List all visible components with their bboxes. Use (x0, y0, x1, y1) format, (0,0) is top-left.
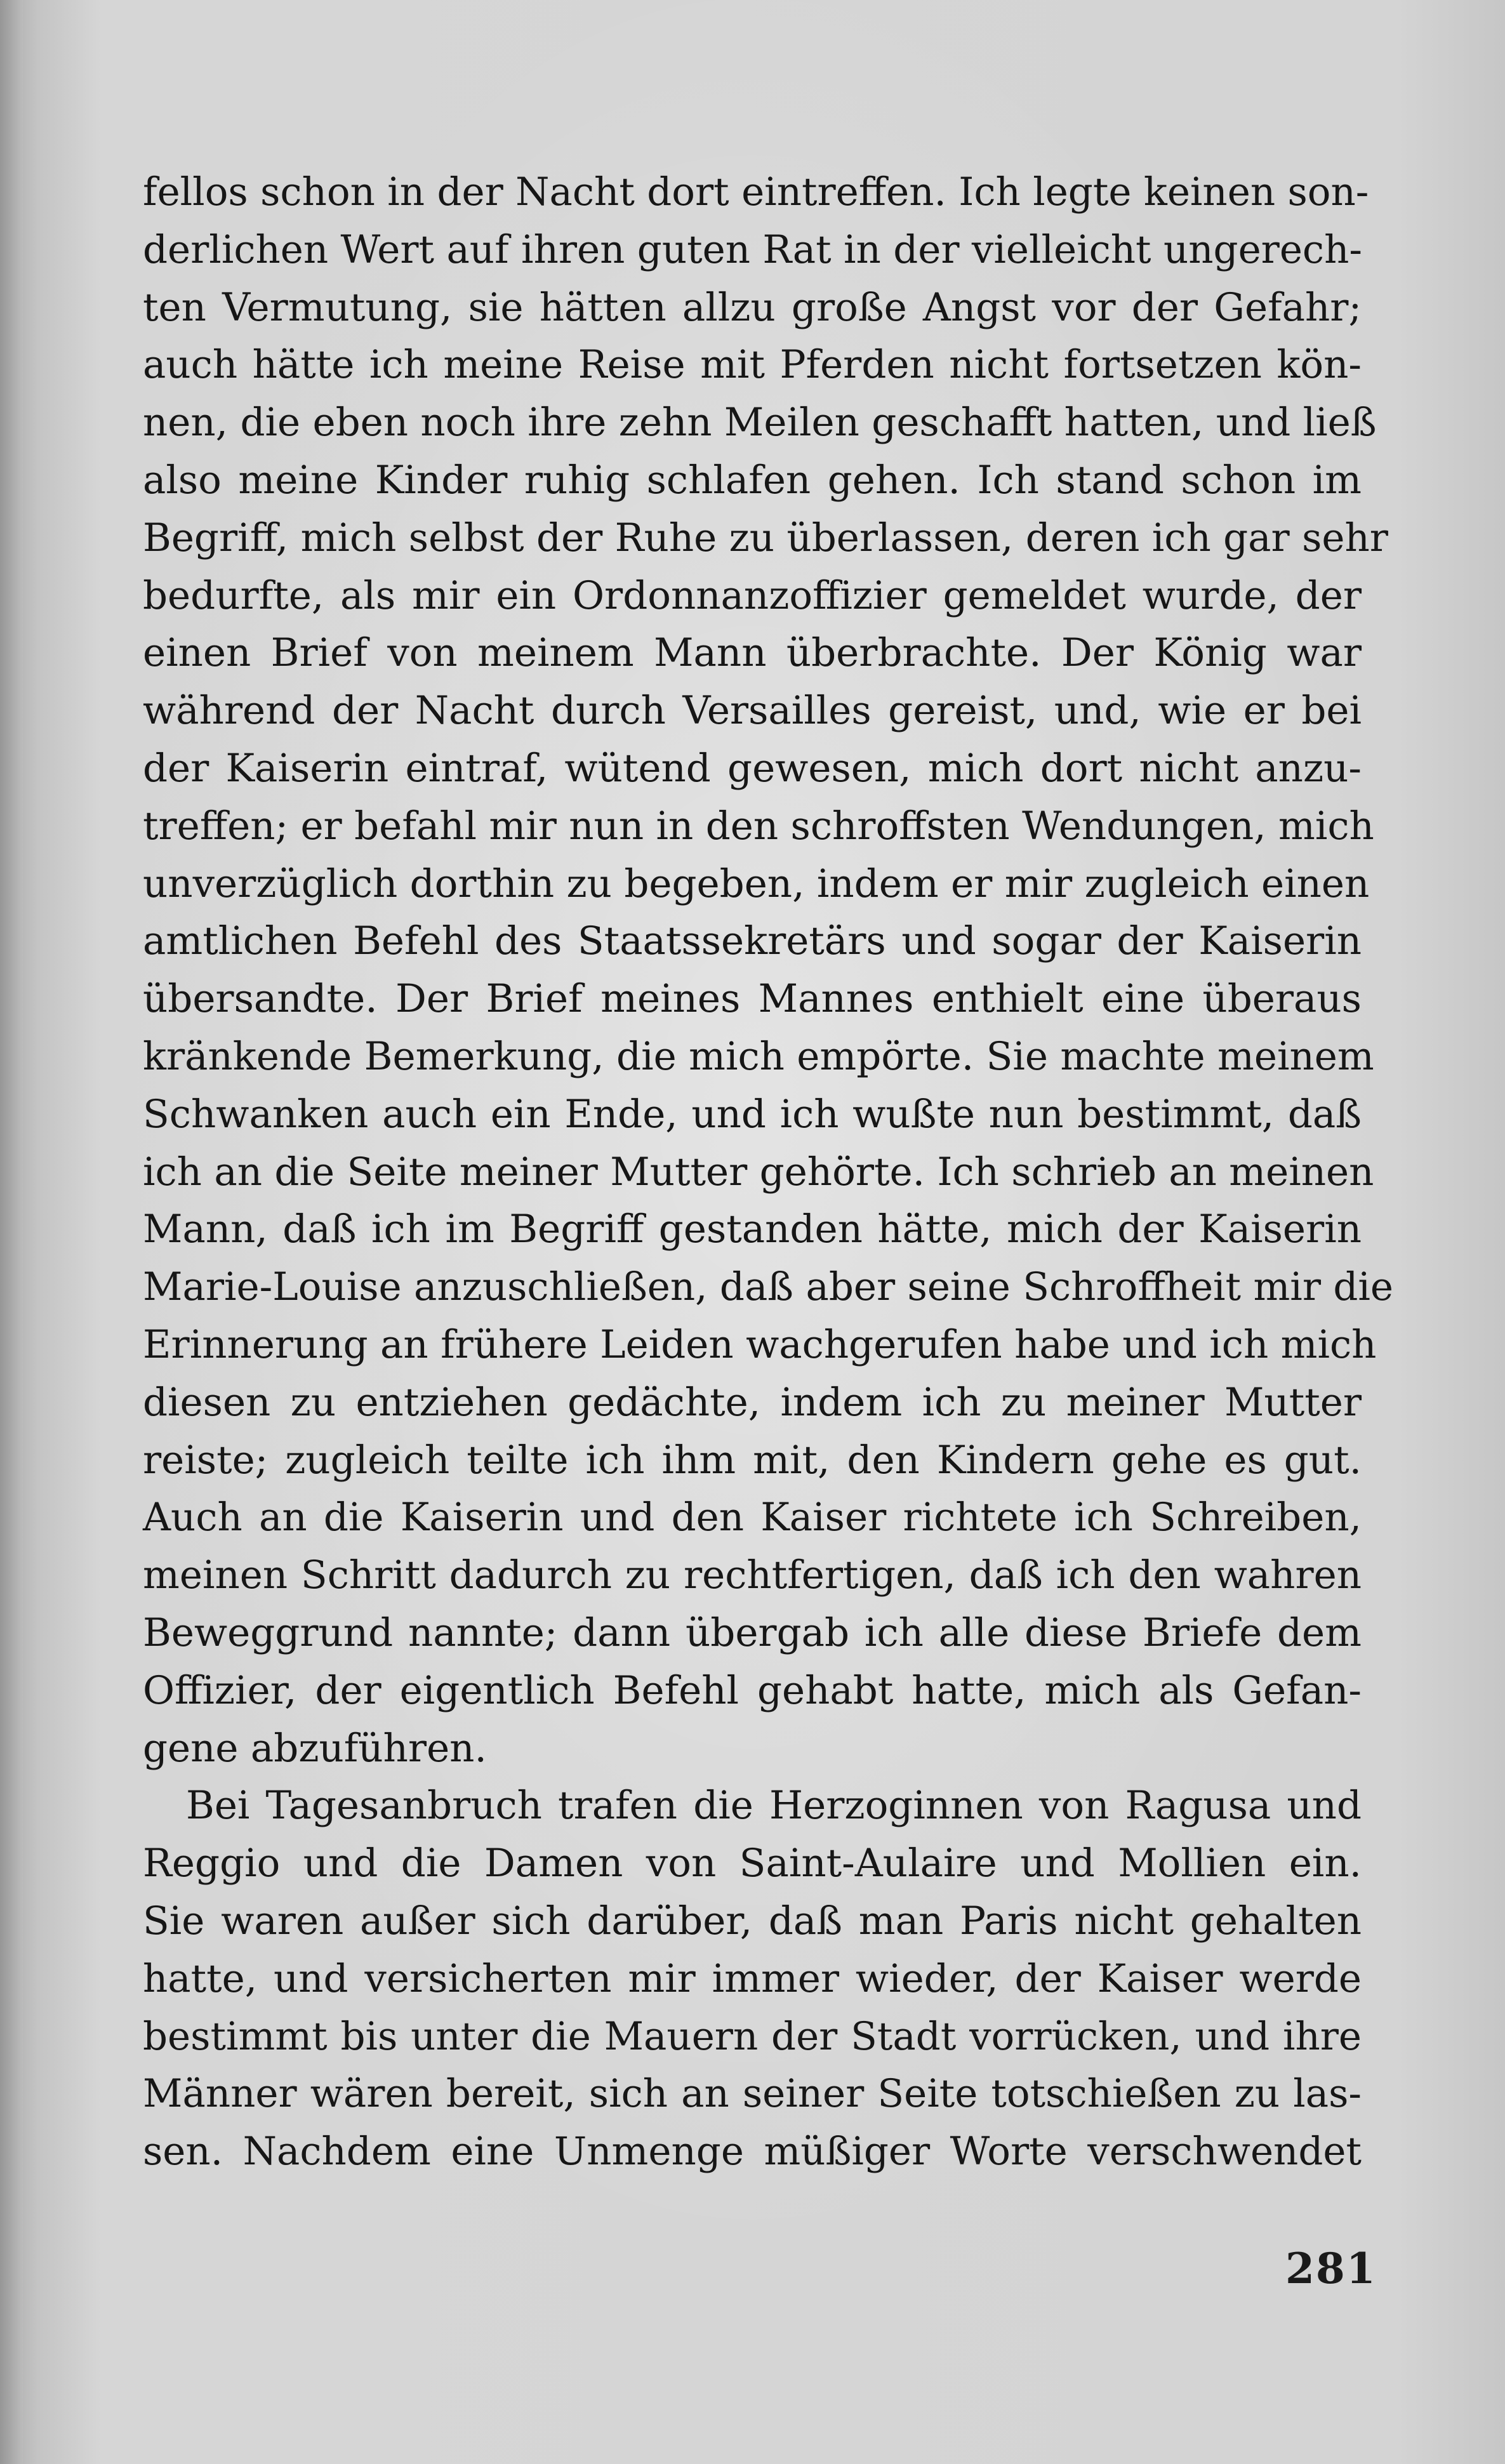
text-line: einen Brief von meinem Mann überbrachte. Der König war (143, 630, 1362, 676)
text-line: treffen; er befahl mir nun in den schroffsten Wendungen, mich (143, 803, 1374, 849)
text-line: also meine Kinder ruhig schlafen gehen. Ich stand schon im (143, 457, 1362, 503)
text-line-paragraph-start: Bei Tagesanbruch trafen die Herzoginnen von Ragusa und (186, 1783, 1362, 1829)
text-line: kränkende Bemerkung, die mich empörte. Sie machte meinem (143, 1033, 1374, 1079)
text-line: fellos schon in der Nacht dort eintreffen. Ich legte keinen son- (143, 169, 1369, 215)
page-spine-shadow (0, 0, 23, 2464)
text-line: übersandte. Der Brief meines Mannes enthielt eine überaus (143, 976, 1362, 1022)
text-line: nen, die eben noch ihre zehn Meilen geschafft hatten, und ließ (143, 400, 1377, 446)
text-line: Sie waren außer sich darüber, daß man Paris nicht gehalten (143, 1898, 1362, 1944)
text-line: Schwanken auch ein Ende, und ich wußte nun bestimmt, daß (143, 1091, 1362, 1137)
text-line: reiste; zugleich teilte ich ihm mit, den Kindern gehe es gut. (143, 1437, 1362, 1483)
text-line: während der Nacht durch Versailles gereist, und, wie er bei (143, 688, 1362, 734)
text-line: auch hätte ich meine Reise mit Pferden nicht fortsetzen kön- (143, 342, 1362, 388)
text-line: Marie-Louise anzuschließen, daß aber seine Schroffheit mir die (143, 1264, 1394, 1310)
text-line: meinen Schritt dadurch zu rechtfertigen, daß ich den wahren (143, 1553, 1362, 1598)
text-line: sen. Nachdem eine Unmenge müßiger Worte verschwendet (143, 2129, 1362, 2175)
text-line: hatte, und versicherten mir immer wieder, der Kaiser werde (143, 1956, 1362, 2001)
text-line: der Kaiserin eintraf, wütend gewesen, mich dort nicht anzu- (143, 745, 1362, 791)
text-line: Auch an die Kaiserin und den Kaiser richtete ich Schreiben, (143, 1495, 1362, 1540)
text-line-paragraph-end: gene abzuführen. (143, 1725, 487, 1771)
text-line: Offizier, der eigentlich Befehl gehabt hatte, mich als Gefan- (143, 1667, 1362, 1713)
text-line: Männer wären bereit, sich an seiner Seite totschießen zu las- (143, 2071, 1362, 2117)
text-line: Erinnerung an frühere Leiden wachgerufen habe und ich mich (143, 1321, 1377, 1367)
text-line: ten Vermutung, sie hätten allzu große Angst vor der Gefahr; (143, 284, 1362, 330)
body-text (143, 164, 1394, 2181)
text-line: diesen zu entziehen gedächte, indem ich zu meiner Mutter (143, 1379, 1362, 1425)
text-line: Mann, daß ich im Begriff gestanden hätte, mich der Kaiserin (143, 1207, 1362, 1252)
text-line: derlichen Wert auf ihren guten Rat in der vielleicht ungerech- (143, 227, 1362, 272)
text-line: bestimmt bis unter die Mauern der Stadt vorrücken, und ihre (143, 2013, 1362, 2059)
text-line: Beweggrund nannte; dann übergab ich alle diese Briefe dem (143, 1610, 1362, 1655)
text-line: Begriff, mich selbst der Ruhe zu überlassen, deren ich gar sehr (143, 515, 1388, 560)
text-line: amtlichen Befehl des Staatssekretärs und sogar der Kaiserin (143, 918, 1362, 964)
text-line: ich an die Seite meiner Mutter gehörte. Ich schrieb an meinen (143, 1149, 1374, 1195)
page-number: 281 (1285, 2244, 1377, 2293)
text-line: Reggio und die Damen von Saint-Aulaire und Mollien ein. (143, 1841, 1362, 1886)
text-line: bedurfte, als mir ein Ordonnanzoffizier gemeldet wurde, der (143, 573, 1362, 618)
text-line: unverzüglich dorthin zu begeben, indem er mir zugleich einen (143, 861, 1370, 906)
